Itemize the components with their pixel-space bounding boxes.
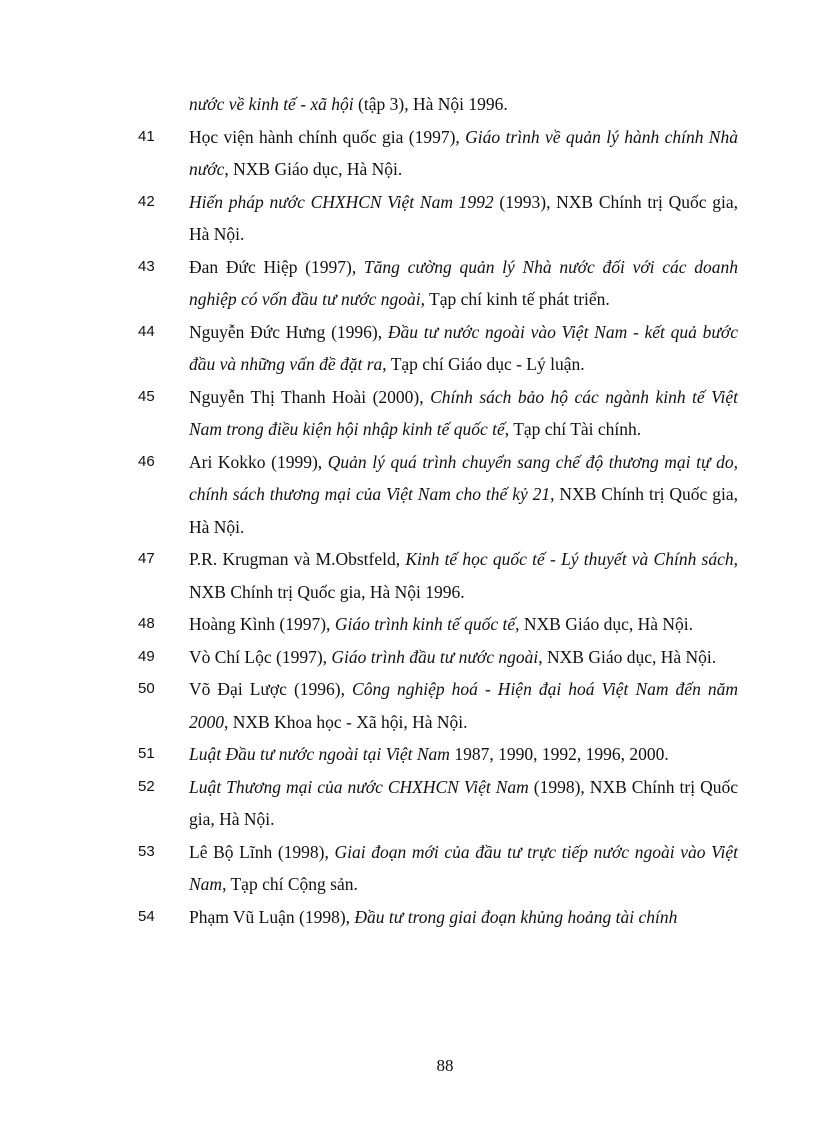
reference-list: [0, 88, 816, 933]
reference-item: [0, 381, 816, 446]
reference-detail: (1998), NXB Chính trị Quốc gia, Hà Nội.: [189, 776, 738, 829]
reference-text: [189, 771, 738, 836]
reference-title: Luật Thương mại của nước CHXHCN Việt Nam: [189, 776, 529, 797]
reference-detail: Nguyễn Thị Thanh Hoài (2000),: [189, 386, 431, 407]
reference-text: [189, 543, 738, 608]
reference-detail: Ari Kokko (1999),: [189, 451, 328, 472]
reference-detail: Lê Bộ Lĩnh (1998),: [189, 841, 335, 862]
reference-text: [189, 88, 738, 121]
reference-title: Giai đoạn mới của đầu tư trực tiếp nước ngoài vào Việt Nam: [189, 841, 738, 894]
reference-number: 52: [138, 777, 155, 795]
reference-number: 53: [138, 842, 155, 860]
reference-item: [0, 88, 816, 121]
reference-text: [189, 446, 738, 544]
reference-item: [0, 608, 816, 641]
reference-number: 48: [138, 615, 155, 632]
reference-detail: Võ Đại Lược (1996),: [189, 679, 353, 699]
reference-number: 41: [138, 127, 155, 145]
reference-title: Đầu tư nước ngoài vào Việt Nam - kết quả bước đầu và những vấn đề đặt ra: [189, 321, 738, 374]
reference-text: [189, 381, 738, 446]
reference-number: 47: [138, 550, 155, 567]
reference-detail: Phạm Vũ Luận (1998),: [189, 906, 355, 927]
reference-text: [189, 836, 738, 901]
reference-detail: P.R. Krugman và M.Obstfeld,: [189, 549, 406, 569]
reference-title: Công nghiệp hoá - Hiện đại hoá Việt Nam đến năm 2000: [189, 679, 738, 732]
reference-title: Giáo trình đầu tư nước ngoài: [331, 646, 539, 667]
reference-item: [0, 771, 816, 836]
reference-detail: , NXB Chính trị Quốc gia, Hà Nội 1996.: [189, 549, 738, 602]
reference-number: 51: [138, 745, 155, 762]
reference-text: [189, 251, 738, 316]
reference-title: Luật Đầu tư nước ngoài tại Việt Nam: [189, 744, 450, 764]
reference-detail: , Tạp chí Giáo dục - Lý luận.: [382, 354, 585, 374]
reference-title: Tăng cường quản lý Nhà nước đối với các doanh nghiệp có vốn đầu tư nước ngoài: [189, 256, 738, 309]
reference-detail: , NXB Giáo dục, Hà Nội.: [515, 614, 694, 634]
reference-detail: , NXB Giáo dục, Hà Nội.: [538, 646, 717, 667]
reference-detail: , NXB Chính trị Quốc gia, Hà Nội.: [189, 484, 738, 537]
reference-detail: , Tạp chí kinh tế phát triển.: [420, 289, 610, 309]
reference-number: 54: [138, 907, 155, 925]
reference-text: [189, 121, 738, 186]
reference-detail: , NXB Giáo dục, Hà Nội.: [224, 159, 403, 179]
reference-number: 49: [138, 647, 155, 665]
reference-number: 45: [138, 387, 155, 405]
reference-detail: (1993), NXB Chính trị Quốc gia, Hà Nội.: [189, 191, 738, 244]
reference-number: 42: [138, 192, 155, 210]
reference-item: [0, 738, 816, 771]
reference-detail: , NXB Khoa học - Xã hội, Hà Nội.: [224, 711, 468, 732]
reference-title: Hiến pháp nước CHXHCN Việt Nam 1992: [189, 191, 494, 212]
reference-number: 43: [138, 257, 155, 275]
reference-item: [0, 121, 816, 186]
reference-detail: (tập 3), Hà Nội 1996.: [353, 94, 508, 114]
reference-item: [0, 641, 816, 674]
reference-title: Giáo trình kinh tế quốc tế: [334, 614, 516, 634]
reference-detail: Học viện hành chính quốc gia (1997),: [189, 126, 466, 147]
reference-detail: 1987, 1990, 1992, 1996, 2000.: [449, 744, 669, 764]
reference-title: Kinh tế học quốc tế - Lý thuyết và Chính sách: [405, 549, 734, 569]
reference-text: [189, 186, 738, 251]
reference-number: 44: [138, 322, 155, 340]
reference-text: [189, 673, 738, 738]
reference-detail: Nguyễn Đức Hưng (1996),: [189, 321, 388, 342]
reference-item: [0, 251, 816, 316]
reference-detail: , Tạp chí Cộng sản.: [222, 874, 358, 894]
reference-title: nước về kinh tế - xã hội: [189, 94, 354, 114]
reference-item: [0, 186, 816, 251]
reference-title: Đầu tư trong giai đoạn khủng hoảng tài chính: [354, 906, 678, 927]
reference-item: [0, 446, 816, 544]
reference-title: Quản lý quá trình chuyển sang chế độ thương mại tự do, chính sách thương mại của Việt Nam cho thế kỷ 21: [189, 451, 739, 504]
reference-detail: Đan Đức Hiệp (1997),: [189, 256, 364, 277]
reference-item: [0, 543, 816, 608]
reference-item: [0, 836, 816, 901]
reference-item: [0, 316, 816, 381]
reference-item: [0, 673, 816, 738]
reference-item: [0, 901, 816, 934]
reference-text: [189, 738, 738, 771]
page-number: 88: [436, 1056, 454, 1075]
reference-text: [189, 901, 738, 934]
reference-title: Giáo trình về quản lý hành chính Nhà nước: [189, 126, 738, 179]
reference-title: Chính sách bảo hộ các ngành kinh tế Việt Nam trong điều kiện hội nhập kinh tế quốc tế: [189, 386, 738, 439]
reference-detail: , Tạp chí Tài chính.: [504, 419, 642, 439]
reference-text: [189, 316, 738, 381]
reference-detail: Vò Chí Lộc (1997),: [189, 646, 332, 667]
reference-text: [189, 608, 738, 641]
reference-number: 46: [138, 452, 155, 470]
reference-text: [189, 641, 738, 674]
reference-detail: Hoàng Kình (1997),: [189, 614, 335, 634]
reference-number: 50: [138, 680, 155, 697]
